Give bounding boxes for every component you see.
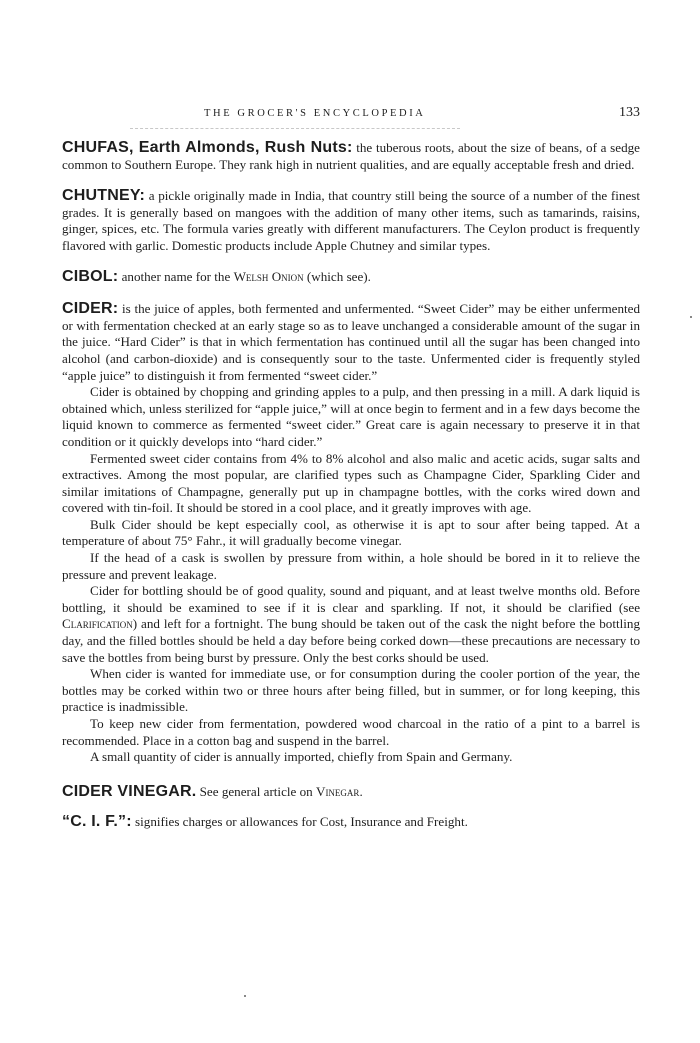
cider-paragraph: If the head of a cask is swollen by pressure from within, a hole should be bored in it to relieve the pressure and prevent leakage. [62, 550, 640, 582]
cross-reference: Vinegar [315, 783, 360, 799]
entry-text: . [359, 783, 363, 799]
entry-term: CIDER: [62, 300, 119, 318]
cider-paragraph: A small quantity of cider is annually imported, chiefly from Spain and Germany. [90, 749, 513, 765]
cider-paragraph: To keep new cider from fermentation, powdered wood charcoal in the ratio of a pint to a barrel is recommended. Place in a cotton bag and suspend in the barrel. [62, 716, 640, 748]
entry-term: CIDER VINEGAR. [62, 782, 197, 800]
entry-text: a pickle originally made in India, that country still being the source of a number of the finest grades. It is generally based on mangoes with the addition of many other items, such as tamarinds, raisins, ginger, spices, etc. The formula varies greatly with different manufacturers. The Ceylon product is frequently flavored with garlic. Domestic products include Apple Chutney and similar types. [62, 188, 640, 253]
header-rule [130, 128, 460, 129]
entry-cider-vinegar [62, 784, 640, 801]
cider-paragraph [62, 301, 640, 384]
cider-paragraph [62, 583, 640, 666]
cider-paragraph: Fermented sweet cider contains from 4% to 8% alcohol and also malic and acetic acids, sugar salts and extractives. Among the most popular, are clarified types such as Champagne Cider, Sparkling Cider and similar imitations of Champagne, generally put up in champagne bottles, with the corks wired down and covered with tin-foil. It should be stored in a cool place, and it greatly improves with age. [62, 450, 640, 516]
running-title: THE GROCER'S ENCYCLOPEDIA [204, 108, 426, 119]
entry-text: is the juice of apples, both fermented and unfermented. “Sweet Cider” may be either unfermented or with fermentation checked at an early stage so as to leave unchanged a considerable amount of the sugar in the juice. “Hard Cider” is that in which fermentation has continued until all the sugar has been changed into alcohol (and carbon-dioxide) and is consequently sour to the taste. Unfermented cider is frequently styled “apple juice” to distinguish it from fermented “sweet cider.” [62, 301, 640, 383]
cider-paragraph: Bulk Cider should be kept especially cool, as otherwise it is apt to sour after being tapped. At a temperature of about 75° Fahr., it will gradually become vinegar. [62, 516, 640, 549]
scan-speck [690, 316, 692, 318]
entry-text: the tuberous roots, about the size of beans, of a sedge common to Southern Europe. They rank high in nutrient qualities, and are equally acceptable fresh and dried. [62, 140, 640, 172]
cross-reference: Clarification [62, 616, 133, 632]
entry-text: Cider for bottling should be of good quality, sound and piquant, and at least twelve months old. Before bottling, it should be examined to see if it is clear and sparkling. If not, it should be clarified (see [62, 583, 640, 615]
page-number: 133 [619, 105, 640, 120]
page-body [62, 140, 640, 831]
entry-cif [62, 814, 640, 831]
cider-paragraph: Cider is obtained by chopping and grinding apples to a pulp, and then pressing in a mill. A dark liquid is obtained which, unless sterilized for “apple juice,” will at once begin to ferment and in a few days become the liquid known to commerce as fermented “sweet cider.” Great care is again necessary to preserve it in that condition or it quickly develops into “hard cider.” [62, 384, 640, 449]
entry-text: ) and left for a fortnight. The bung should be taken out of the cask the night before the bottling day, and the filled bottles should be held a day before being corked down—these precautions are necessary to save the bottles from being burst by pressure. Only the best corks should be used. [62, 616, 640, 665]
entry-term: CHUFAS, Earth Almonds, Rush Nuts: [62, 139, 353, 156]
entry-text: another name for the [118, 268, 234, 284]
entry-text: (which see). [303, 268, 371, 284]
entry-text: See general article on [196, 783, 316, 799]
scan-speck [244, 995, 246, 997]
entry-cider [62, 301, 640, 766]
cross-reference: Welsh Onion [233, 268, 304, 284]
entry-term: CIBOL: [62, 267, 119, 285]
running-header [62, 105, 640, 130]
entry-term: “C. I. F.”: [62, 813, 132, 831]
entry-cibol [62, 269, 640, 286]
entry-term: CHUTNEY: [62, 187, 146, 205]
cider-paragraph: When cider is wanted for immediate use, or for consumption during the cooler portion of the year, the bottles may be corked within two or three hours after being filled, but in summer, or for long keeping, this practice is inadmissible. [62, 666, 640, 715]
entry-text: signifies charges or allowances for Cost, Insurance and Freight. [131, 814, 468, 830]
entry-chutney [62, 188, 640, 254]
entry-chufas [62, 140, 640, 173]
